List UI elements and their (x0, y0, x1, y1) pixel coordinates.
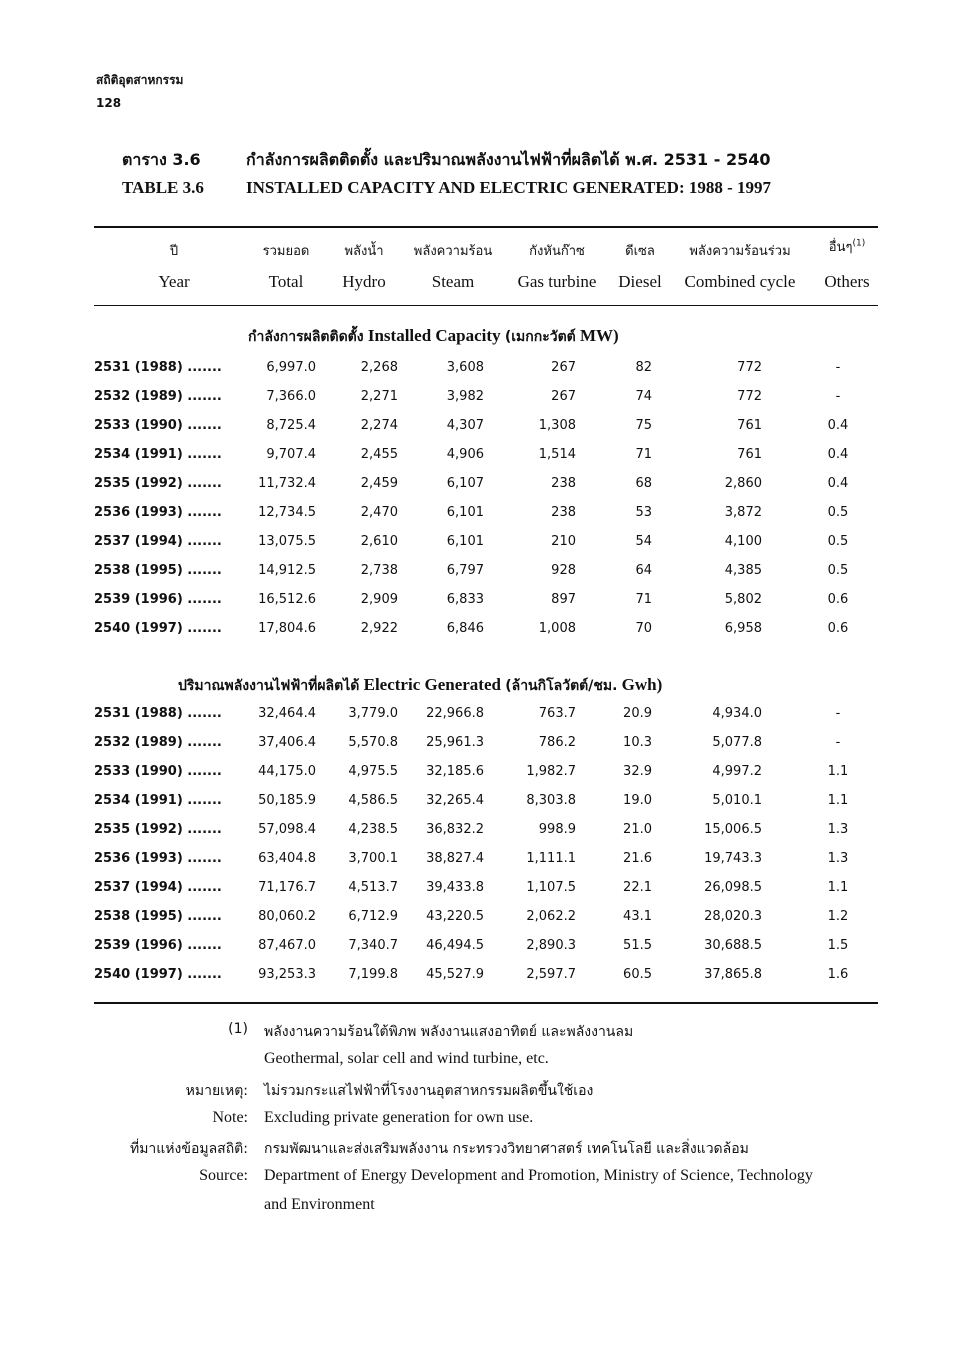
section-title-thai: ปริมาณพลังงานไฟฟ้าที่ผลิตได้ (178, 678, 360, 694)
source-thai (0, 1138, 966, 1160)
cell-diesel: 71 (635, 447, 652, 462)
footnote-text-english: Geothermal, solar cell and wind turbine, etc. (264, 1050, 549, 1067)
remark-thai (0, 1080, 966, 1102)
cell-comb: 2,860 (724, 476, 762, 491)
remark-label-english: Note: (212, 1109, 248, 1126)
cell-hydro: 4,513.7 (348, 880, 398, 895)
cell-total: 7,366.0 (266, 389, 316, 404)
remark-text-english: Excluding private generation for own use. (264, 1109, 534, 1126)
footnote-thai (0, 1021, 966, 1043)
section-title-english: Installed Capacity (367, 326, 501, 345)
cell-gas: 210 (551, 534, 576, 549)
cell-gas: 928 (551, 563, 576, 578)
cell-steam: 25,961.3 (426, 735, 484, 750)
cell-other: 0.5 (827, 505, 849, 520)
cell-year: 2535 (1992) ....... (94, 822, 222, 837)
cell-steam: 6,797 (446, 563, 484, 578)
cell-gas: 8,303.8 (526, 793, 576, 808)
table-row (0, 880, 966, 900)
cell-diesel: 82 (635, 360, 652, 375)
cell-gas: 998.9 (538, 822, 576, 837)
table-row (0, 909, 966, 929)
cell-hydro: 2,738 (360, 563, 398, 578)
table-row (0, 822, 966, 842)
cell-gas: 238 (551, 505, 576, 520)
cell-other: 1.1 (827, 880, 849, 895)
section-title-installed-capacity (248, 326, 619, 348)
source-label-thai: ที่มาแห่งข้อมูลสถิติ: (129, 1141, 248, 1157)
cell-year: 2540 (1997) ....... (94, 967, 222, 982)
cell-comb: 772 (737, 389, 762, 404)
cell-hydro: 7,199.8 (348, 967, 398, 982)
cell-other: 1.3 (827, 851, 849, 866)
cell-diesel: 74 (635, 389, 652, 404)
cell-diesel: 68 (635, 476, 652, 491)
cell-other: - (835, 735, 841, 750)
cell-total: 93,253.3 (258, 967, 316, 982)
cell-other: 0.4 (827, 476, 849, 491)
cell-diesel: 43.1 (623, 909, 652, 924)
cell-diesel: 64 (635, 563, 652, 578)
cell-other: 1.2 (827, 909, 849, 924)
cell-year: 2531 (1988) ....... (94, 706, 222, 721)
cell-year: 2536 (1993) ....... (94, 851, 222, 866)
column-header-thai: พลังความร้อน (413, 244, 493, 259)
cell-hydro: 2,922 (360, 621, 398, 636)
column-header-thai: รวมยอด (262, 244, 310, 259)
cell-diesel: 51.5 (623, 938, 652, 953)
cell-steam: 4,906 (446, 447, 484, 462)
column-header-english: Hydro (342, 272, 386, 291)
cell-gas: 763.7 (538, 706, 576, 721)
cell-total: 80,060.2 (258, 909, 316, 924)
cell-diesel: 75 (635, 418, 652, 433)
cell-comb: 4,934.0 (712, 706, 762, 721)
cell-year: 2539 (1996) ....... (94, 592, 222, 607)
cell-hydro: 2,610 (360, 534, 398, 549)
cell-other: 1.1 (827, 764, 849, 779)
cell-steam: 4,307 (446, 418, 484, 433)
cell-hydro: 3,700.1 (348, 851, 398, 866)
cell-year: 2531 (1988) ....... (94, 360, 222, 375)
caption-text-thai: กำลังการผลิตติดตั้ง และปริมาณพลังงานไฟฟ้าที่ผลิตได้ พ.ศ. 2531 - 2540 (246, 150, 771, 169)
column-header-english: Gas turbine (517, 272, 597, 291)
cell-gas: 1,982.7 (526, 764, 576, 779)
column-header-others (814, 236, 880, 292)
column-header-thai: พลังน้ำ (344, 244, 384, 259)
column-header-diesel (610, 240, 670, 292)
cell-comb: 5,077.8 (712, 735, 762, 750)
cell-comb: 5,802 (724, 592, 762, 607)
cell-other: 0.5 (827, 563, 849, 578)
section-unit-thai: (เมกกะวัตต์ (504, 329, 576, 345)
cell-diesel: 22.1 (623, 880, 652, 895)
section-title-electric-generated (178, 675, 662, 697)
cell-total: 50,185.9 (258, 793, 316, 808)
cell-comb: 28,020.3 (704, 909, 762, 924)
cell-total: 32,464.4 (258, 706, 316, 721)
table-row (0, 476, 966, 496)
cell-year: 2537 (1994) ....... (94, 534, 222, 549)
table-row (0, 735, 966, 755)
source-english (0, 1167, 966, 1189)
cell-steam: 39,433.8 (426, 880, 484, 895)
cell-other: - (835, 706, 841, 721)
source-text-english-line2: and Environment (264, 1196, 375, 1213)
cell-steam: 38,827.4 (426, 851, 484, 866)
table-row (0, 360, 966, 380)
caption-label-english: TABLE 3.6 (122, 178, 204, 197)
table-row (0, 447, 966, 467)
column-header-english: Combined cycle (684, 272, 796, 291)
cell-steam: 6,101 (446, 534, 484, 549)
remark-label-thai: หมายเหตุ: (185, 1083, 248, 1099)
source-text-thai: กรมพัฒนาและส่งเสริมพลังงาน กระทรวงวิทยาศาสตร์ เทคโนโลยี และสิ่งแวดล้อม (264, 1141, 749, 1157)
cell-total: 44,175.0 (258, 764, 316, 779)
footnote-text-thai: พลังงานความร้อนใต้พิภพ พลังงานแสงอาทิตย์ และพลังงานลม (264, 1024, 634, 1040)
table-row (0, 592, 966, 612)
column-header-thai: พลังความร้อนร่วม (689, 244, 791, 259)
cell-steam: 6,101 (446, 505, 484, 520)
cell-gas: 267 (551, 389, 576, 404)
section-unit-english: MW) (580, 326, 619, 345)
cell-gas: 786.2 (538, 735, 576, 750)
table-row (0, 706, 966, 726)
cell-hydro: 7,340.7 (348, 938, 398, 953)
cell-diesel: 10.3 (623, 735, 652, 750)
cell-steam: 3,982 (446, 389, 484, 404)
cell-diesel: 70 (635, 621, 652, 636)
cell-hydro: 6,712.9 (348, 909, 398, 924)
cell-comb: 761 (737, 447, 762, 462)
column-header-english: Total (268, 272, 304, 291)
table-row (0, 418, 966, 438)
cell-steam: 43,220.5 (426, 909, 484, 924)
cell-comb: 26,098.5 (704, 880, 762, 895)
cell-diesel: 54 (635, 534, 652, 549)
cell-other: 1.5 (827, 938, 849, 953)
cell-total: 6,997.0 (266, 360, 316, 375)
cell-gas: 2,597.7 (526, 967, 576, 982)
cell-year: 2532 (1989) ....... (94, 389, 222, 404)
cell-other: 0.4 (827, 447, 849, 462)
cell-diesel: 21.0 (623, 822, 652, 837)
table-row (0, 793, 966, 813)
cell-total: 13,075.5 (258, 534, 316, 549)
remark-english (0, 1109, 966, 1131)
column-header-english: Diesel (618, 272, 662, 291)
cell-total: 57,098.4 (258, 822, 316, 837)
section-unit-english: Gwh) (621, 675, 663, 694)
cell-year: 2534 (1991) ....... (94, 447, 222, 462)
table-row (0, 534, 966, 554)
cell-steam: 36,832.2 (426, 822, 484, 837)
cell-hydro: 3,779.0 (348, 706, 398, 721)
cell-hydro: 2,455 (360, 447, 398, 462)
cell-total: 87,467.0 (258, 938, 316, 953)
cell-comb: 761 (737, 418, 762, 433)
table-row (0, 621, 966, 641)
cell-gas: 2,062.2 (526, 909, 576, 924)
cell-comb: 4,385 (724, 563, 762, 578)
table-top-rule (94, 226, 878, 228)
cell-comb: 4,100 (724, 534, 762, 549)
cell-diesel: 19.0 (623, 793, 652, 808)
cell-hydro: 2,459 (360, 476, 398, 491)
cell-total: 37,406.4 (258, 735, 316, 750)
section-unit-thai: (ล้านกิโลวัตต์/ชม. (505, 678, 618, 694)
cell-hydro: 2,271 (360, 389, 398, 404)
footnote-english (0, 1050, 966, 1072)
cell-steam: 32,185.6 (426, 764, 484, 779)
cell-total: 9,707.4 (266, 447, 316, 462)
table-row (0, 389, 966, 409)
cell-other: - (835, 360, 841, 375)
table-row (0, 938, 966, 958)
cell-other: 0.5 (827, 534, 849, 549)
cell-other: 1.3 (827, 822, 849, 837)
cell-year: 2538 (1995) ....... (94, 909, 222, 924)
caption-label-thai: ตาราง 3.6 (122, 150, 201, 169)
column-header-year (124, 240, 224, 292)
cell-steam: 46,494.5 (426, 938, 484, 953)
table-bottom-rule (94, 1002, 878, 1004)
cell-gas: 2,890.3 (526, 938, 576, 953)
footnote-marker: (1) (852, 238, 866, 249)
source-label-english: Source: (199, 1167, 248, 1184)
cell-hydro: 4,238.5 (348, 822, 398, 837)
column-header-english: Others (824, 272, 870, 291)
column-header-thai-wrap (814, 236, 880, 258)
cell-diesel: 20.9 (623, 706, 652, 721)
column-header-thai: ปี (169, 244, 179, 259)
cell-comb: 4,997.2 (712, 764, 762, 779)
cell-other: 0.6 (827, 621, 849, 636)
cell-diesel: 71 (635, 592, 652, 607)
table-row (0, 505, 966, 525)
cell-total: 12,734.5 (258, 505, 316, 520)
cell-gas: 238 (551, 476, 576, 491)
cell-diesel: 53 (635, 505, 652, 520)
cell-other: 0.4 (827, 418, 849, 433)
header-rule (94, 305, 878, 306)
cell-diesel: 21.6 (623, 851, 652, 866)
cell-comb: 772 (737, 360, 762, 375)
cell-comb: 30,688.5 (704, 938, 762, 953)
section-title-english: Electric Generated (363, 675, 501, 694)
running-head: สถิติอุตสาหกรรม (96, 73, 184, 87)
cell-comb: 37,865.8 (704, 967, 762, 982)
caption-text-english: INSTALLED CAPACITY AND ELECTRIC GENERATED: 1988 - 1997 (246, 178, 772, 197)
column-header-english: Year (158, 272, 190, 291)
cell-year: 2540 (1997) ....... (94, 621, 222, 636)
cell-total: 17,804.6 (258, 621, 316, 636)
cell-gas: 1,514 (538, 447, 576, 462)
cell-other: 1.6 (827, 967, 849, 982)
cell-comb: 3,872 (724, 505, 762, 520)
table-row (0, 563, 966, 583)
source-english-cont (0, 1196, 966, 1218)
cell-hydro: 2,470 (360, 505, 398, 520)
cell-comb: 5,010.1 (712, 793, 762, 808)
cell-year: 2532 (1989) ....... (94, 735, 222, 750)
cell-year: 2533 (1990) ....... (94, 418, 222, 433)
column-header-total (246, 240, 326, 292)
cell-total: 71,176.7 (258, 880, 316, 895)
source-text-english-line1: Department of Energy Development and Promotion, Ministry of Science, Technology (264, 1167, 813, 1184)
cell-year: 2537 (1994) ....... (94, 880, 222, 895)
column-header-thai: อื่นๆ (828, 240, 853, 255)
column-header-hydro (328, 240, 400, 292)
cell-steam: 6,833 (446, 592, 484, 607)
cell-steam: 22,966.8 (426, 706, 484, 721)
cell-comb: 15,006.5 (704, 822, 762, 837)
cell-hydro: 2,274 (360, 418, 398, 433)
column-header-thai: ดีเซล (625, 244, 655, 259)
cell-other: 0.6 (827, 592, 849, 607)
column-header-english: Steam (431, 272, 475, 291)
cell-total: 8,725.4 (266, 418, 316, 433)
cell-hydro: 5,570.8 (348, 735, 398, 750)
cell-total: 11,732.4 (258, 476, 316, 491)
cell-hydro: 2,909 (360, 592, 398, 607)
cell-year: 2538 (1995) ....... (94, 563, 222, 578)
table-row (0, 764, 966, 784)
cell-gas: 1,107.5 (526, 880, 576, 895)
cell-other: - (835, 389, 841, 404)
cell-gas: 1,308 (538, 418, 576, 433)
page-number: 128 (96, 96, 122, 110)
cell-steam: 3,608 (446, 360, 484, 375)
cell-steam: 6,846 (446, 621, 484, 636)
cell-steam: 32,265.4 (426, 793, 484, 808)
cell-other: 1.1 (827, 793, 849, 808)
cell-steam: 45,527.9 (426, 967, 484, 982)
cell-gas: 1,111.1 (526, 851, 576, 866)
cell-gas: 1,008 (538, 621, 576, 636)
cell-total: 16,512.6 (258, 592, 316, 607)
cell-diesel: 60.5 (623, 967, 652, 982)
table-row (0, 851, 966, 871)
cell-gas: 267 (551, 360, 576, 375)
remark-text-thai: ไม่รวมกระแสไฟฟ้าที่โรงงานอุตสาหกรรมผลิตขึ้นใช้เอง (264, 1083, 594, 1099)
cell-year: 2536 (1993) ....... (94, 505, 222, 520)
column-header-steam (400, 240, 506, 292)
cell-steam: 6,107 (446, 476, 484, 491)
footnote-label: (1) (228, 1021, 248, 1037)
cell-gas: 897 (551, 592, 576, 607)
column-header-combined-cycle (672, 240, 808, 292)
cell-year: 2539 (1996) ....... (94, 938, 222, 953)
cell-comb: 19,743.3 (704, 851, 762, 866)
column-header-gas-turbine (508, 240, 606, 292)
cell-total: 14,912.5 (258, 563, 316, 578)
section-title-thai: กำลังการผลิตติดตั้ง (248, 329, 364, 345)
cell-diesel: 32.9 (623, 764, 652, 779)
cell-comb: 6,958 (724, 621, 762, 636)
cell-hydro: 4,586.5 (348, 793, 398, 808)
cell-hydro: 2,268 (360, 360, 398, 375)
column-header-thai: กังหันก๊าซ (529, 244, 585, 259)
cell-year: 2535 (1992) ....... (94, 476, 222, 491)
table-row (0, 967, 966, 987)
cell-hydro: 4,975.5 (348, 764, 398, 779)
cell-year: 2534 (1991) ....... (94, 793, 222, 808)
cell-total: 63,404.8 (258, 851, 316, 866)
cell-year: 2533 (1990) ....... (94, 764, 222, 779)
